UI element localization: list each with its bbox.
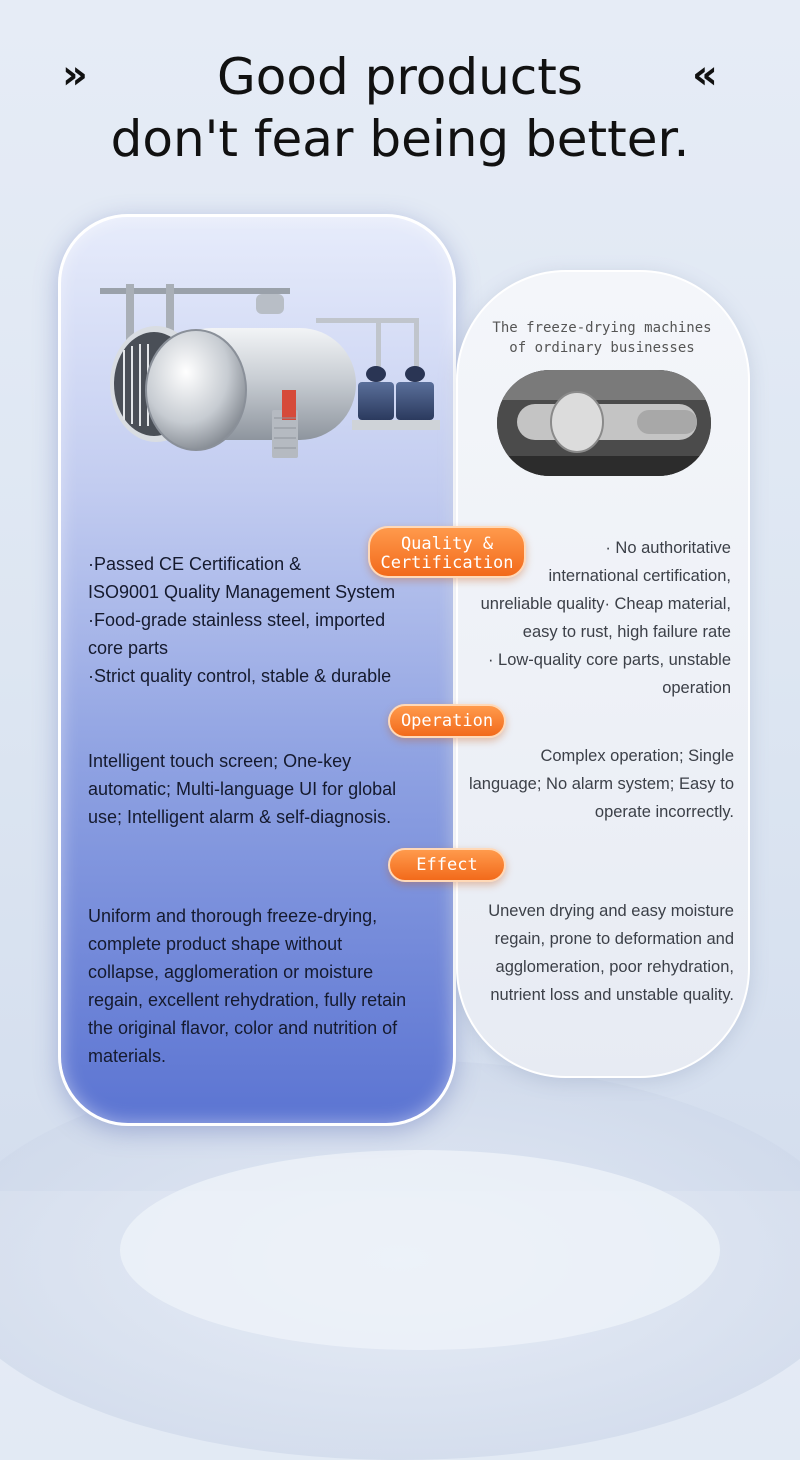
effect-badge: Effect — [388, 848, 506, 882]
freeze-dryer-machine-image — [96, 270, 442, 480]
our-operation-text: Intelligent touch screen; One-key automatic; Multi-language UI for global use; Intelligent alarm & self-diagnosis. — [88, 751, 397, 827]
ordinary-operation-text: Complex operation; Single language; No alarm system; Easy to operate incorrectly. — [468, 747, 734, 821]
headline-line-1: Good products — [217, 48, 583, 106]
quality-certification-badge: Quality & Certification — [368, 526, 526, 578]
ordinary-effect-text: Uneven drying and easy moisture regain, prone to deformation and agglomeration, poor rehydration, nutrient loss and unstable quality. — [488, 902, 734, 1004]
our-effect-text: Uniform and thorough freeze-drying, complete product shape without collapse, agglomeration or moisture regain, excellent rehydration, fully retain the original flavor, color and nutrition of materials. — [88, 906, 407, 1066]
ordinary-quality-text: · No authoritative international certification, unreliable quality· Cheap material, easy to rust, high failure rate · Low-quality core parts, unstable operation — [480, 539, 731, 697]
left-chevron-icon: » — [62, 52, 88, 98]
headline-line-2: don't fear being better. — [110, 110, 690, 168]
right-chevron-icon: « — [692, 52, 718, 98]
ordinary-machine-photo — [497, 370, 711, 476]
ordinary-machines-caption: The freeze-drying machines of ordinary businesses — [492, 320, 712, 356]
operation-badge: Operation — [388, 704, 506, 738]
background-arc-inner — [120, 1150, 720, 1350]
our-quality-text: ·Passed CE Certification & ISO9001 Quality Management System ·Food-grade stainless steel, imported core parts ·Strict quality control, stable & durable — [88, 554, 396, 686]
